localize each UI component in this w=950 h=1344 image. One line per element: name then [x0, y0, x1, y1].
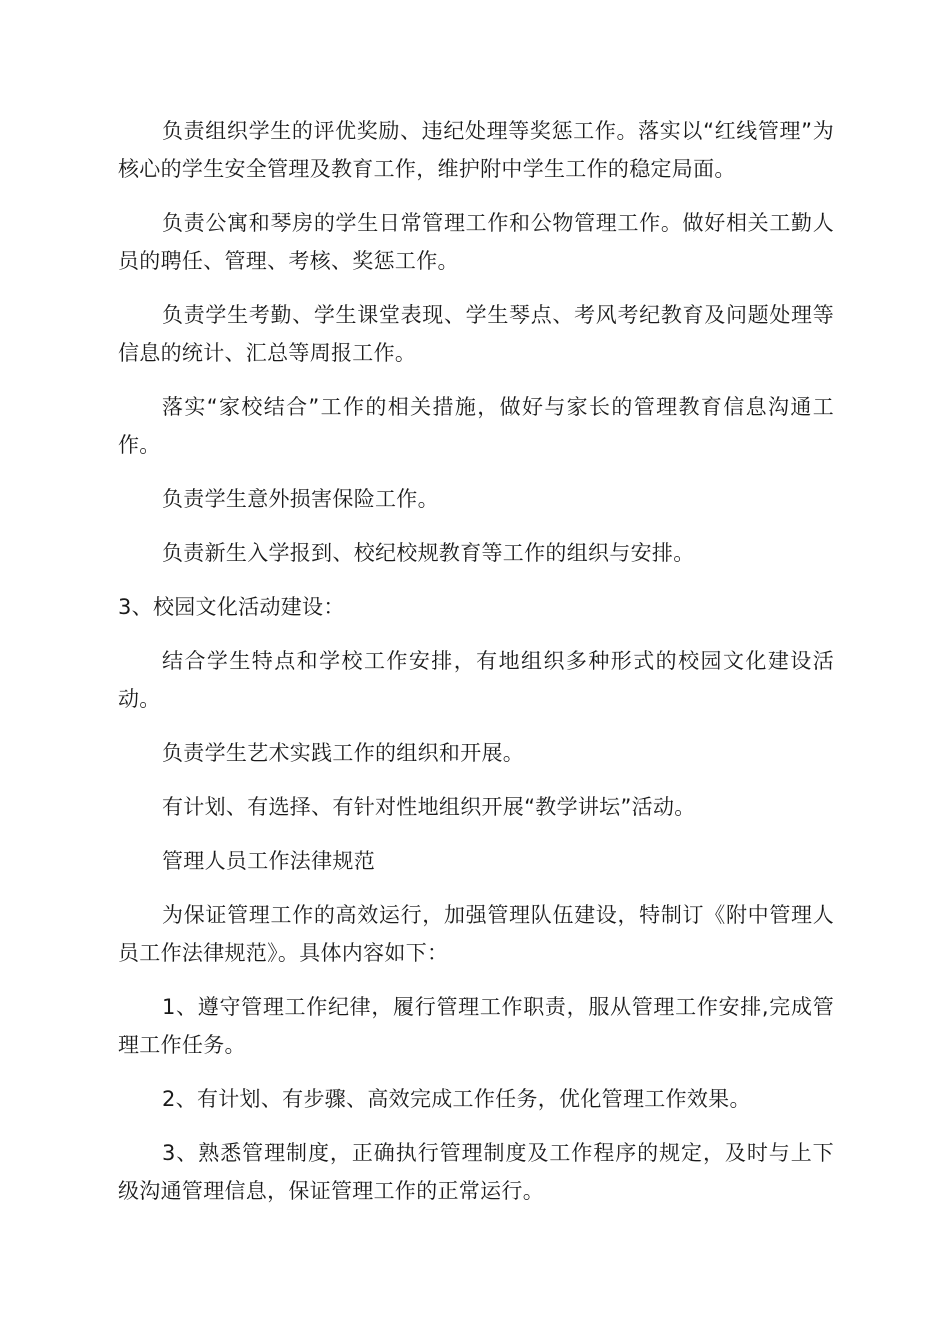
paragraph-home-school: 落实“家校结合”工作的相关措施，做好与家长的管理教育信息沟通工作。 — [118, 395, 834, 457]
paragraph-new-students: 负责新生入学报到、校纪校规教育等工作的组织与安排。 — [162, 541, 695, 565]
paragraph-dorm-management: 负责公寓和琴房的学生日常管理工作和公物管理工作。做好相关工勤人员的聘任、管理、考核、奖惩工作。 — [118, 211, 834, 273]
section-title-regulations: 管理人员工作法律规范 — [162, 849, 375, 873]
list-item-rule-3: 3、熟悉管理制度，正确执行管理制度及工作程序的规定，及时与上下级沟通管理信息，保证管理工作的正常运行。 — [118, 1141, 834, 1203]
paragraph-insurance: 负责学生意外损害保险工作。 — [162, 487, 439, 511]
paragraph-awards-discipline: 负责组织学生的评优奖励、违纪处理等奖惩工作。落实以“红线管理”为核心的学生安全管理及教育工作，维护附中学生工作的稳定局面。 — [118, 119, 834, 181]
list-item-rule-2: 2、有计划、有步骤、高效完成工作任务，优化管理工作效果。 — [162, 1087, 751, 1111]
list-item-rule-1: 1、遵守管理工作纪律，履行管理工作职责，服从管理工作安排,完成管理工作任务。 — [118, 995, 834, 1057]
paragraph-culture-activities: 结合学生特点和学校工作安排，有地组织多种形式的校园文化建设活动。 — [118, 649, 834, 711]
paragraph-art-practice: 负责学生艺术实践工作的组织和开展。 — [162, 741, 525, 765]
section-heading-campus-culture: 3、校园文化活动建设： — [118, 595, 345, 619]
paragraph-teaching-forum: 有计划、有选择、有针对性地组织开展“教学讲坛”活动。 — [162, 795, 696, 819]
paragraph-regulations-intro: 为保证管理工作的高效运行，加强管理队伍建设，特制订《附中管理人员工作法律规范》。具体内容如下： — [118, 903, 834, 965]
document-body — [118, 112, 834, 1226]
paragraph-attendance-reporting: 负责学生考勤、学生课堂表现、学生琴点、考风考纪教育及问题处理等信息的统计、汇总等周报工作。 — [118, 303, 834, 365]
